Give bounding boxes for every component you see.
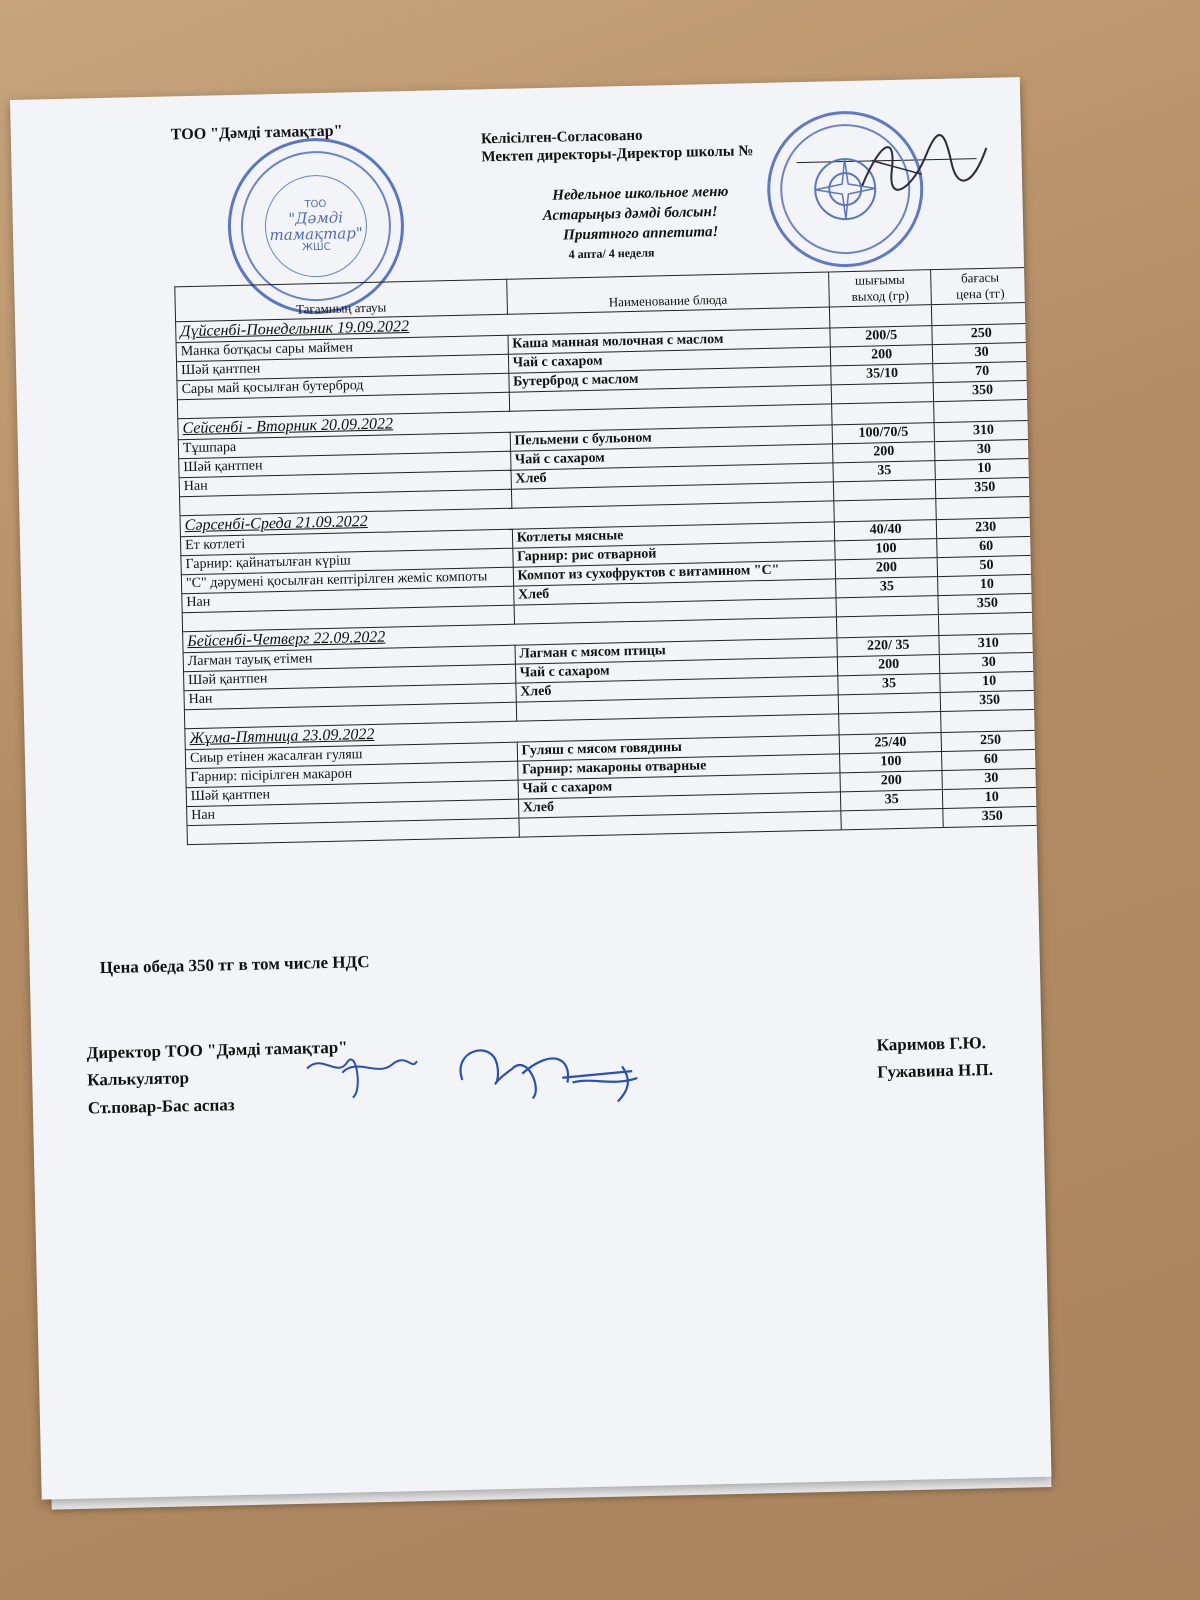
calculator-signature-icon	[302, 1046, 423, 1109]
dish-name-kz: Шәй қантпен	[179, 451, 511, 478]
dish-name-kz: Нан	[179, 470, 511, 497]
dish-output: 100/70/5	[832, 423, 935, 444]
dish-price: 310	[939, 633, 1037, 654]
dish-name-kz: Тұшпара	[178, 432, 510, 459]
dish-name-kz: Гарнир: пісірілген макарон	[186, 761, 518, 788]
menu-title: Недельное школьное меню	[552, 183, 729, 204]
dish-name-ru: Хлеб	[511, 463, 833, 489]
dish-name-kz: Нан	[184, 683, 516, 710]
dish-output: 200	[837, 655, 940, 676]
empty-cell	[836, 596, 939, 617]
day-total: 350	[934, 380, 1032, 401]
company-name: ТОО "Дәмді тамақтар"	[170, 122, 343, 144]
empty-cell	[834, 499, 937, 522]
dish-output: 25/40	[839, 733, 942, 754]
dish-name-ru: Чай с сахаром	[510, 444, 832, 470]
empty-cell	[833, 480, 936, 501]
dish-name-kz: "С" дәрумені қосылған кептірілген жеміс компоты	[181, 567, 513, 594]
stamp-bottom-text: ЖШС	[302, 241, 331, 254]
dish-price: 60	[937, 536, 1035, 557]
dish-price: 60	[942, 749, 1040, 770]
dish-output: 100	[834, 539, 937, 560]
dish-output: 35	[840, 790, 943, 811]
dish-name-kz: Сиыр етінен жасалған гуляш	[185, 742, 517, 769]
dish-name-kz: Ет котлеті	[180, 529, 512, 556]
header-name-kz: Тағамның атауы	[175, 279, 507, 322]
dish-output: 200	[840, 771, 943, 792]
empty-cell	[838, 693, 941, 714]
dish-output: 35	[835, 577, 938, 598]
dish-price: 30	[933, 342, 1031, 363]
empty-cell	[941, 709, 1039, 732]
dish-output: 100	[839, 752, 942, 773]
day-total: 350	[938, 593, 1036, 614]
menu-table	[174, 267, 1041, 845]
stamp-line1: "Дәмді	[288, 208, 344, 228]
greeting-kz: Астарыңыз дәмді болсын!	[542, 203, 718, 224]
dish-name-ru: Гарнир: рис отварной	[512, 541, 834, 567]
day-title: Дүйсенбі-Понедельник 19.09.2022	[176, 307, 830, 343]
dish-name-ru: Чай с сахаром	[508, 347, 830, 373]
empty-cell	[836, 615, 939, 638]
dish-output: 35	[833, 461, 936, 482]
stamp-top-text: ТОО	[304, 198, 327, 211]
dish-name-kz: Сары май қосылған бутерброд	[177, 373, 509, 400]
dish-price: 30	[935, 439, 1033, 460]
calculator-label: Калькулятор	[87, 1068, 190, 1090]
empty-cell	[936, 496, 1034, 519]
dish-name-ru: Пельмени с бульоном	[510, 425, 832, 451]
dish-name-ru: Компот из сухофруктов с витамином "С"	[513, 560, 835, 586]
day-title: Сейсенбі - Вторник 20.09.2022	[178, 404, 832, 440]
dish-name-ru: Хлеб	[513, 579, 835, 605]
dish-name-ru: Каша манная молочная с маслом	[508, 328, 830, 354]
dish-name-ru: Гуляш с мясом говядины	[517, 735, 839, 761]
dish-name-kz: Манка ботқасы сары маймен	[176, 335, 508, 362]
dish-name-kz: Лағман тауық етімен	[183, 645, 515, 672]
day-title: Сәрсенбі-Среда 21.09.2022	[180, 501, 834, 537]
day-total: 350	[936, 477, 1034, 498]
week-label: 4 апта/ 4 неделя	[568, 245, 655, 262]
dish-output: 35/10	[831, 364, 934, 385]
dish-price: 30	[942, 768, 1040, 789]
school-director-signature-icon	[851, 128, 993, 201]
day-title: Жұма-Пятница 23.09.2022	[185, 714, 839, 750]
dish-price: 30	[940, 652, 1038, 673]
header-price: бағасы цена (тг)	[931, 267, 1029, 304]
dish-price: 10	[943, 787, 1041, 808]
dish-price: 250	[932, 323, 1030, 344]
dish-price: 50	[938, 555, 1036, 576]
dish-name-kz: Гарнир: қайнатылған күріш	[181, 548, 513, 575]
school-director-line: Мектеп директоры-Директор школы №	[481, 143, 754, 166]
dish-name-kz: Нан	[187, 799, 519, 826]
dish-price: 10	[938, 574, 1036, 595]
stamp-line2: тамақтар"	[269, 224, 363, 245]
dish-price: 70	[933, 361, 1031, 382]
director-label: Директор ТОО "Дәмді тамақтар"	[86, 1037, 348, 1063]
dish-name-ru: Чай с сахаром	[515, 657, 837, 683]
dish-name-kz: Нан	[182, 586, 514, 613]
dish-name-kz: Шәй қантпен	[184, 664, 516, 691]
dish-output: 200	[832, 442, 935, 463]
day-title: Бейсенбі-Четверг 22.09.2022	[183, 617, 837, 653]
director-signature-icon	[451, 1026, 653, 1121]
dish-output: 220/ 35	[837, 636, 940, 657]
day-total: 350	[941, 690, 1039, 711]
dish-name-ru: Лагман с мясом птицы	[515, 638, 837, 664]
dish-price: 10	[935, 458, 1033, 479]
dish-output: 200	[830, 345, 933, 366]
lunch-price-note: Цена обеда 350 тг в том числе НДС	[99, 952, 370, 978]
dish-name-ru: Хлеб	[518, 792, 840, 818]
dish-output: 40/40	[834, 520, 937, 541]
empty-cell	[934, 399, 1032, 422]
empty-cell	[829, 305, 932, 328]
empty-cell	[939, 612, 1037, 635]
empty-cell	[932, 302, 1030, 325]
dish-price: 230	[937, 517, 1035, 538]
calculator-name: Гужавина Н.П.	[877, 1059, 994, 1082]
dish-name-ru: Котлеты мясные	[512, 522, 834, 548]
dish-name-kz: Шәй қантпен	[186, 780, 518, 807]
dish-output: 35	[838, 674, 941, 695]
empty-cell	[838, 712, 941, 735]
dish-name-ru: Хлеб	[516, 676, 838, 702]
menu-document	[10, 77, 1052, 1500]
dish-name-ru: Чай с сахаром	[518, 773, 840, 799]
dish-output: 200	[835, 558, 938, 579]
dish-price: 10	[940, 671, 1038, 692]
greeting-ru: Приятного аппетита!	[563, 223, 719, 244]
empty-cell	[831, 383, 934, 404]
dish-price: 250	[942, 730, 1040, 751]
dish-output: 200/5	[830, 326, 933, 347]
dish-name-ru: Гарнир: макароны отварные	[517, 754, 839, 780]
dish-name-kz: Шәй қантпен	[176, 354, 508, 381]
dish-price: 310	[935, 420, 1033, 441]
day-total: 350	[943, 806, 1041, 827]
empty-cell	[841, 809, 944, 830]
header-output: шығымы выход (гр)	[828, 270, 931, 307]
director-name: Каримов Г.Ю.	[876, 1033, 987, 1055]
header-name-ru: Наименование блюда	[506, 272, 829, 314]
chef-label: Ст.повар-Бас аспаз	[87, 1095, 235, 1118]
dish-name-ru: Бутерброд с маслом	[508, 366, 830, 392]
agreed-label: Келісілген-Согласовано	[480, 127, 643, 148]
empty-cell	[831, 402, 934, 425]
